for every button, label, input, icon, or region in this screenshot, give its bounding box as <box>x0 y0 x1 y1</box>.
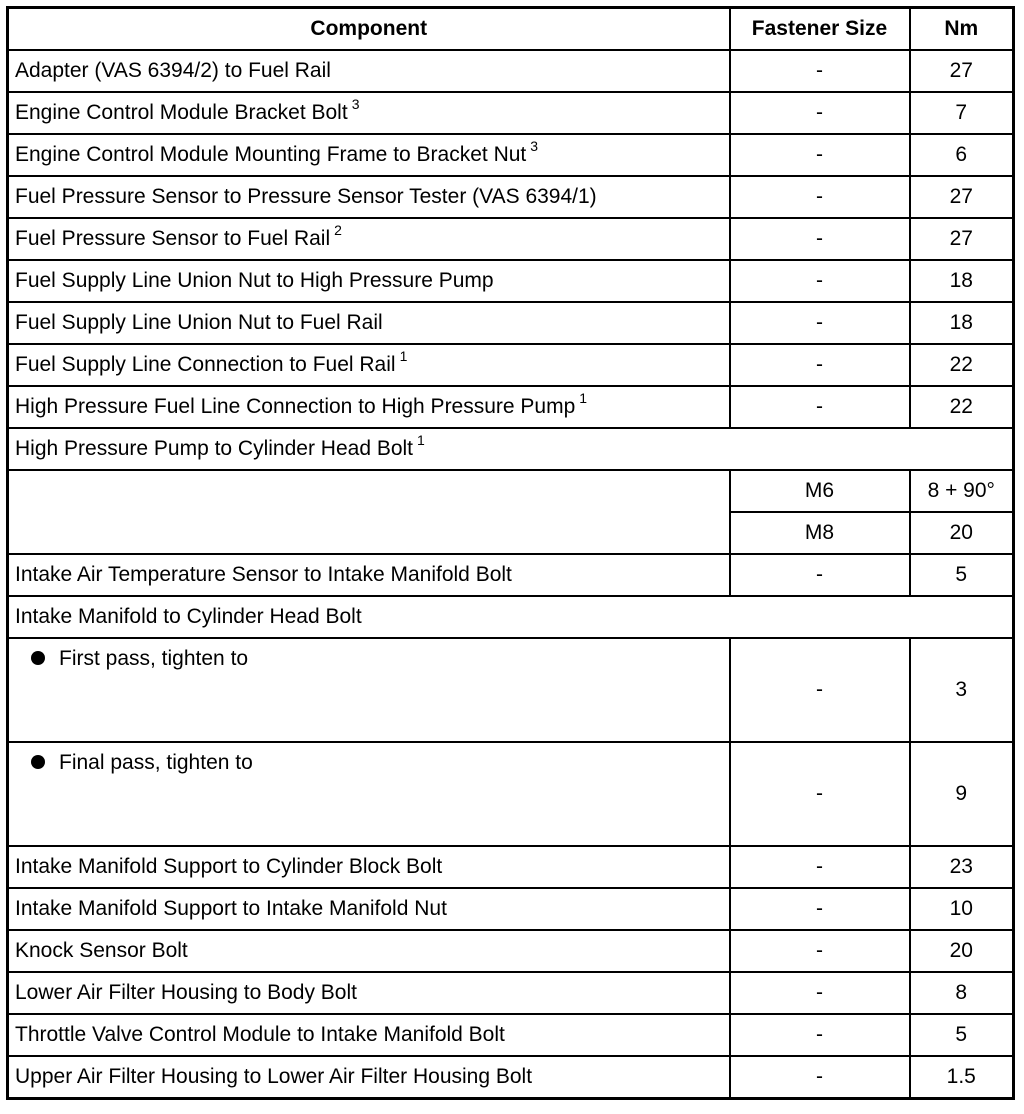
fastener-size-cell: - <box>730 638 910 742</box>
component-cell <box>8 638 730 742</box>
table-row <box>8 92 1014 134</box>
fastener-size-cell: - <box>730 742 910 846</box>
table-row <box>8 176 1014 218</box>
torque-cell: 5 <box>910 554 1014 596</box>
torque-cell: 27 <box>910 176 1014 218</box>
component-label: Fuel Supply Line Union Nut to High Pressure Pump <box>15 269 494 293</box>
fastener-size-cell: - <box>730 218 910 260</box>
torque-cell: 20 <box>910 512 1014 554</box>
component-cell <box>8 386 730 428</box>
table-row <box>8 302 1014 344</box>
header-component: Component <box>8 8 730 51</box>
component-label: High Pressure Fuel Line Connection to High Pressure Pump <box>15 395 576 419</box>
group-heading-cell <box>8 596 1014 638</box>
torque-cell: 5 <box>910 1014 1014 1056</box>
table-row <box>8 50 1014 92</box>
fastener-size-cell: - <box>730 260 910 302</box>
footnote-ref: 1 <box>579 390 588 407</box>
component-label: Lower Air Filter Housing to Body Bolt <box>15 981 357 1005</box>
torque-cell: 1.5 <box>910 1056 1014 1099</box>
pass-label: First pass, tighten to <box>59 647 249 670</box>
table-row <box>8 260 1014 302</box>
component-cell <box>8 470 730 554</box>
component-label: High Pressure Pump to Cylinder Head Bolt <box>15 437 414 461</box>
group-heading-row <box>8 428 1014 470</box>
fastener-size-cell: - <box>730 554 910 596</box>
group-heading-row <box>8 596 1014 638</box>
component-cell <box>8 1056 730 1099</box>
component-cell <box>8 888 730 930</box>
component-cell <box>8 972 730 1014</box>
torque-cell: 10 <box>910 888 1014 930</box>
fastener-size-cell: - <box>730 1014 910 1056</box>
torque-cell: 18 <box>910 302 1014 344</box>
table-row <box>8 1014 1014 1056</box>
torque-cell: 27 <box>910 50 1014 92</box>
footnote-ref: 1 <box>417 432 425 449</box>
torque-cell: 22 <box>910 344 1014 386</box>
component-label: Intake Manifold Support to Intake Manifold Nut <box>15 897 447 921</box>
component-cell <box>8 846 730 888</box>
component-cell <box>8 260 730 302</box>
component-label: Intake Manifold to Cylinder Head Bolt <box>15 605 362 629</box>
torque-cell: 6 <box>910 134 1014 176</box>
torque-cell: 20 <box>910 930 1014 972</box>
component-cell <box>8 1014 730 1056</box>
component-label: Intake Air Temperature Sensor to Intake Manifold Bolt <box>15 563 512 587</box>
component-label: Adapter (VAS 6394/2) to Fuel Rail <box>15 59 331 83</box>
table-row <box>8 846 1014 888</box>
table-row <box>8 1056 1014 1099</box>
component-cell <box>8 302 730 344</box>
footnote-ref: 1 <box>399 348 408 365</box>
component-cell <box>8 218 730 260</box>
component-cell <box>8 930 730 972</box>
table-row <box>8 930 1014 972</box>
torque-cell: 8 + 90° <box>910 470 1014 512</box>
torque-cell: 22 <box>910 386 1014 428</box>
fastener-size-cell: - <box>730 50 910 92</box>
component-label: Fuel Pressure Sensor to Pressure Sensor Tester (VAS 6394/1) <box>15 185 597 209</box>
table-row <box>8 386 1014 428</box>
footnote-ref: 2 <box>334 222 342 239</box>
fastener-size-cell: - <box>730 344 910 386</box>
component-cell <box>8 554 730 596</box>
fastener-size-cell: - <box>730 92 910 134</box>
component-cell <box>8 92 730 134</box>
fastener-size-cell: - <box>730 134 910 176</box>
fastener-size-cell: - <box>730 176 910 218</box>
footnote-ref: 3 <box>351 96 360 113</box>
table-row <box>8 218 1014 260</box>
fastener-size-cell: M8 <box>730 512 910 554</box>
table-row <box>8 344 1014 386</box>
pass-label: Final pass, tighten to <box>59 751 253 774</box>
fastener-size-cell: - <box>730 302 910 344</box>
group-heading-cell <box>8 428 1014 470</box>
table-row <box>8 972 1014 1014</box>
component-cell <box>8 134 730 176</box>
torque-cell: 9 <box>910 742 1014 846</box>
component-label: Upper Air Filter Housing to Lower Air Filter Housing Bolt <box>15 1065 533 1089</box>
fastener-size-cell: - <box>730 972 910 1014</box>
fastener-size-cell: M6 <box>730 470 910 512</box>
component-cell <box>8 50 730 92</box>
table-row <box>8 554 1014 596</box>
table-row <box>8 742 1014 846</box>
torque-cell: 27 <box>910 218 1014 260</box>
torque-spec-table <box>6 6 1015 1100</box>
header-nm: Nm <box>910 8 1014 51</box>
table-row <box>8 470 1014 512</box>
fastener-size-cell: - <box>730 1056 910 1099</box>
component-label: Fuel Pressure Sensor to Fuel Rail <box>15 227 331 251</box>
component-label: Fuel Supply Line Connection to Fuel Rail <box>15 353 396 377</box>
fastener-size-cell: - <box>730 846 910 888</box>
component-cell <box>8 742 730 846</box>
torque-cell: 7 <box>910 92 1014 134</box>
torque-cell: 8 <box>910 972 1014 1014</box>
fastener-size-cell: - <box>730 930 910 972</box>
table-row <box>8 134 1014 176</box>
component-label: Knock Sensor Bolt <box>15 939 188 963</box>
table-row <box>8 888 1014 930</box>
table-header-row <box>8 8 1014 51</box>
component-label: Fuel Supply Line Union Nut to Fuel Rail <box>15 311 383 335</box>
component-label: Engine Control Module Bracket Bolt <box>15 101 348 125</box>
component-cell <box>8 344 730 386</box>
bullet-icon <box>31 651 45 665</box>
component-cell <box>8 176 730 218</box>
fastener-size-cell: - <box>730 888 910 930</box>
torque-cell: 3 <box>910 638 1014 742</box>
footnote-ref: 3 <box>530 138 539 155</box>
component-label: Intake Manifold Support to Cylinder Block Bolt <box>15 855 443 879</box>
torque-cell: 23 <box>910 846 1014 888</box>
torque-cell: 18 <box>910 260 1014 302</box>
bullet-icon <box>31 755 45 769</box>
component-label: Throttle Valve Control Module to Intake Manifold Bolt <box>15 1023 505 1047</box>
fastener-size-cell: - <box>730 386 910 428</box>
header-fastener-size: Fastener Size <box>730 8 910 51</box>
component-label: Engine Control Module Mounting Frame to Bracket Nut <box>15 143 527 167</box>
table-row <box>8 638 1014 742</box>
